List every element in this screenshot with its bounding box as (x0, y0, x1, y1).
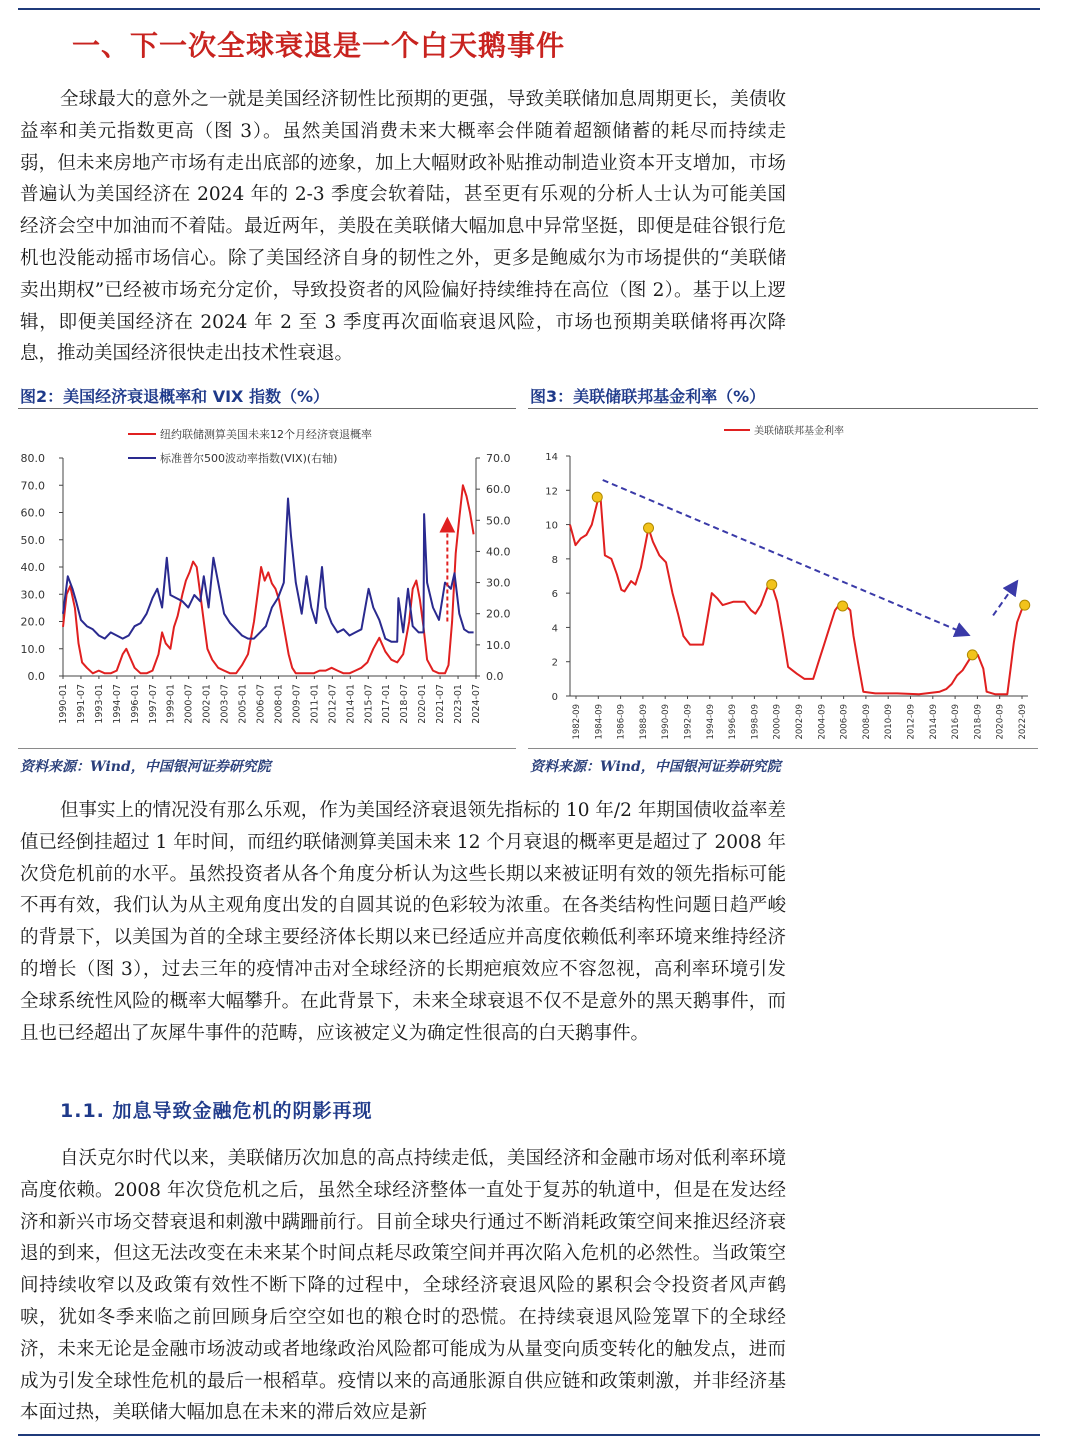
y-tick-label-left: 20.0 (20, 615, 45, 629)
y-tick-label-left: 10.0 (20, 642, 45, 656)
x-tick-label: 2021-07 (435, 684, 447, 724)
paragraph-3 (20, 1143, 786, 1429)
paragraph-3-text: 自沃克尔时代以来，美联储历次加息的高点持续走低，美国经济和金融市场对低利率环境高度依赖。2008 年次贷危机之后，虽然全球经济整体一直处于复苏的轨道中，但是在发达经济和新兴市场交替衰退和刺激中蹒跚前行。目前全球央行通过不断消耗政策空间来推迟经济衰退的到来，但这无法改变在未来某个时间点耗尽政策空间并再次陷入危机的必然性。当政策空间持续收窄以及政策有效性不断下降的过程中，全球经济衰退风险的累积会令投资者风声鹤唳，犹如冬季来临之前回顾身后空空如也的粮仓时的恐慌。在持续衰退风险笼罩下的全球经济，未来无论是金融市场波动或者地缘政治风险都可能成为从量变向质变转化的触发点，进而成为引发全球性危机的最后一根稻草。疫情以来的高通胀源自供应链和政策刺激，并非经济基本面过热，美联储大幅加息在未来的滞后效应是新 (20, 1148, 786, 1424)
x-tick-label: 2015-07 (363, 684, 375, 724)
x-tick-label: 2018-09 (973, 704, 984, 740)
x-tick-label: 2010-09 (884, 704, 895, 740)
x-tick-label: 1994-09 (705, 704, 716, 740)
y-tick-label-left: 40.0 (20, 561, 45, 574)
x-tick-label: 1990-01 (58, 684, 69, 724)
figure-2-chart (18, 412, 518, 746)
y-tick-label-left: 30.0 (20, 588, 45, 602)
x-tick-label: 2014-09 (928, 704, 939, 740)
y-tick-label: 6 (551, 589, 558, 601)
paragraph-1 (20, 84, 786, 370)
figure-2-bottom-rule (18, 748, 516, 749)
x-tick-label: 1999-01 (165, 684, 177, 724)
y-tick-label: 2 (551, 657, 558, 669)
peak-marker (592, 492, 602, 502)
y-tick-label-right: 10.0 (486, 638, 511, 652)
x-tick-label: 2006-09 (839, 704, 850, 740)
x-tick-label: 1992-09 (683, 704, 694, 740)
x-tick-label: 1996-09 (728, 704, 739, 740)
x-tick-label: 2006-07 (255, 684, 267, 724)
y-tick-label-left: 0.0 (27, 670, 45, 683)
y-tick-label: 14 (545, 452, 558, 463)
x-tick-label: 1998-09 (750, 704, 761, 740)
figure-2-title: 图2：美国经济衰退概率和 VIX 指数（%） (20, 387, 329, 406)
y-tick-label: 12 (545, 486, 558, 498)
y-tick-label: 4 (551, 623, 558, 635)
figure-2-rule (18, 408, 516, 409)
dashed-down-trend-arrow (603, 480, 967, 634)
x-tick-label: 2008-01 (273, 684, 285, 724)
x-tick-label: 2000-09 (772, 704, 783, 740)
figure-3-chart (528, 412, 1038, 746)
x-tick-label: 2016-09 (951, 704, 962, 740)
x-tick-label: 2020-09 (995, 704, 1006, 740)
y-tick-label: 0 (551, 692, 558, 703)
x-tick-label: 2011-01 (309, 684, 321, 724)
x-tick-label: 1996-01 (129, 684, 141, 724)
x-tick-label: 2003-07 (219, 684, 231, 724)
x-tick-label: 1997-07 (147, 684, 159, 724)
paragraph-1-text: 全球最大的意外之一就是美国经济韧性比预期的更强，导致美联储加息周期更长，美债收益率和美元指数更高（图 3）。虽然美国消费未来大概率会伴随着超额储蓄的耗尽而持续走弱，但未来房地产市场有走出底部的迹象，加上大幅财政补贴推动制造业资本开支增加，市场普遍认为美国经济在 2024 年的 2-3 季度会软着陆，甚至更有乐观的分析人士认为可能美国经济会空中加油而不着陆。最近两年，美股在美联储大幅加息中异常坚挺，即便是硅谷银行危机也没能动摇市场信心。除了美国经济自身的韧性之外，更多是鲍威尔为市场提供的“美联储卖出期权”已经被市场充分定价，导致投资者的风险偏好持续维持在高位（图 2）。基于以上逻辑，即便美国经济在 2024 年 2 至 3 季度再次面临衰退风险，市场也预期美联储将再次降息，推动美国经济很快走出技术性衰退。 (20, 89, 786, 365)
legend-label: 美联储联邦基金利率 (754, 426, 844, 437)
y-tick-label-left: 50.0 (20, 533, 45, 547)
figure-3-bottom-rule (528, 748, 1038, 749)
x-tick-label: 1984-09 (594, 704, 605, 740)
subsection-heading: 1.1. 加息导致金融危机的阴影再现 (60, 1100, 373, 1122)
recession-probability-line (63, 485, 474, 673)
vix-line (63, 499, 474, 642)
x-tick-label: 2002-01 (201, 684, 213, 724)
x-tick-label: 1991-07 (75, 684, 87, 724)
section-heading: 一、下一次全球衰退是一个白天鹅事件 (72, 29, 566, 62)
y-tick-label-left: 80.0 (20, 452, 45, 465)
y-tick-label-right: 50.0 (486, 514, 511, 528)
x-tick-label: 2017-01 (381, 684, 393, 724)
x-tick-label: 2002-09 (795, 704, 805, 740)
legend-label: 标准普尔500波动率指数(VIX)(右轴) (160, 452, 338, 465)
y-tick-label-right: 40.0 (486, 545, 511, 559)
y-tick-label: 10 (545, 520, 558, 532)
x-tick-label: 2014-01 (345, 684, 357, 724)
x-tick-label: 2023-01 (453, 684, 465, 724)
fed-funds-rate-line (570, 497, 1025, 694)
paragraph-2 (20, 795, 786, 1049)
figure-3-rule (528, 408, 1038, 409)
y-tick-label-right: 60.0 (486, 483, 511, 497)
figure-3-source: 资料来源：Wind，中国银河证券研究院 (530, 759, 781, 775)
y-tick-label-right: 70.0 (486, 452, 511, 465)
x-tick-label: 1986-09 (616, 704, 627, 740)
x-tick-label: 2004-09 (817, 704, 828, 740)
x-tick-label: 2008-09 (861, 704, 872, 740)
dashed-up-trend-arrow (993, 583, 1016, 616)
x-tick-label: 2000-07 (183, 684, 195, 724)
x-tick-label: 1990-09 (661, 704, 672, 740)
y-tick-label-left: 60.0 (20, 506, 45, 520)
peak-marker (1020, 600, 1030, 610)
x-tick-label: 2012-07 (327, 684, 339, 724)
y-tick-label: 8 (551, 554, 558, 566)
x-tick-label: 2005-01 (237, 684, 249, 724)
bottom-rule (18, 1434, 1040, 1436)
x-tick-label: 2024-07 (471, 684, 482, 724)
y-tick-label-right: 30.0 (486, 576, 511, 590)
x-tick-label: 1993-01 (93, 684, 105, 724)
peak-marker (644, 523, 654, 533)
top-rule (18, 8, 1040, 10)
y-tick-label-right: 0.0 (486, 670, 504, 683)
x-tick-label: 2012-09 (906, 704, 917, 740)
x-tick-label: 1988-09 (638, 704, 649, 740)
x-tick-label: 2018-07 (399, 684, 411, 724)
x-tick-label: 1994-07 (111, 684, 123, 724)
peak-marker (767, 580, 777, 590)
x-tick-label: 1982-09 (572, 704, 582, 740)
x-tick-label: 2009-07 (291, 684, 303, 724)
figure-2-source: 资料来源：Wind，中国银河证券研究院 (20, 759, 271, 775)
x-tick-label: 2022-09 (1018, 704, 1028, 740)
x-tick-label: 2020-01 (417, 684, 429, 724)
peak-marker (838, 601, 848, 611)
peak-marker (967, 650, 977, 660)
y-tick-label-right: 20.0 (486, 607, 511, 621)
legend-label: 纽约联储测算美国未来12个月经济衰退概率 (160, 428, 372, 441)
y-tick-label-left: 70.0 (20, 479, 45, 493)
figure-3-title: 图3：美联储联邦基金利率（%） (530, 387, 766, 406)
paragraph-2-text: 但事实上的情况没有那么乐观，作为美国经济衰退领先指标的 10 年/2 年期国债收益率差值已经倒挂超过 1 年时间，而纽约联储测算美国未来 12 个月衰退的概率更是超过了 2008 年次贷危机前的水平。虽然投资者从各个角度分析认为这些长期以来被证明有效的领先指标可能不再有效，我们认为从主观角度出发的自圆其说的色彩较为浓重。在各类结构性问题日趋严峻的背景下，以美国为首的全球主要经济体长期以来已经适应并高度依赖低利率环境来维持经济的增长（图 3），过去三年的疫情冲击对全球经济的长期疤痕效应不容忽视，高利率环境引发全球系统性风险的概率大幅攀升。在此背景下，未来全球衰退不仅不是意外的黑天鹅事件，而且也已经超出了灰犀牛事件的范畴，应该被定义为确定性很高的白天鹅事件。 (20, 800, 786, 1044)
